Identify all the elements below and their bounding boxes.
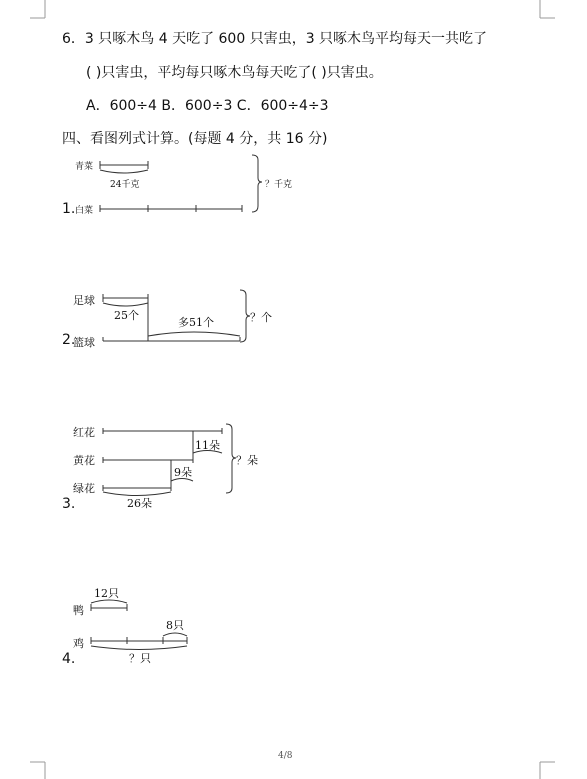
d2-label-b: 篮球 (73, 336, 95, 349)
d1-label-b: 白菜 (75, 206, 94, 216)
d2-number: 2. (62, 332, 76, 348)
page-number: 4/8 (278, 751, 293, 761)
d3-diff-b: 9朵 (174, 466, 192, 479)
d2-question: ？个 (250, 311, 272, 324)
d3-label-a: 红花 (73, 426, 95, 439)
q6-line1: 6．3 只啄木鸟 4 天吃了 600 只害虫，3 只啄木鸟平均每天一共吃了 (62, 31, 488, 47)
d3-amount: 26朵 (127, 497, 152, 510)
section-title: 四、看图列式计算。(每题 4 分，共 16 分) (62, 131, 328, 147)
d2-more: 多51个 (178, 316, 214, 329)
d4-label-b: 鸡 (73, 637, 84, 650)
q6-line2: ( )只害虫，平均每只啄木鸟每天吃了( )只害虫。 (86, 65, 383, 81)
d4-question: ？只 (129, 652, 151, 665)
d4-label-a: 鸭 (73, 604, 84, 617)
d4-amount-b: 8只 (166, 619, 184, 632)
d4-number: 4. (62, 651, 76, 667)
d3-question: ？朵 (236, 454, 258, 467)
q6-options: A．600÷4 B．600÷3 C．600÷4÷3 (86, 98, 329, 114)
d3-label-b: 黄花 (73, 454, 95, 467)
d3-label-c: 绿花 (73, 482, 95, 495)
d4-amount-a: 12只 (94, 587, 119, 600)
d3-number: 3. (62, 496, 76, 512)
d3-diff-a: 11朵 (195, 439, 220, 452)
d2-label-a: 足球 (73, 294, 95, 307)
d1-amount: 24千克 (110, 180, 140, 190)
d1-label-a: 青菜 (75, 162, 94, 172)
d2-amount-a: 25个 (114, 309, 139, 322)
d1-question: ？千克 (265, 180, 293, 190)
d1-number: 1. (62, 201, 76, 217)
